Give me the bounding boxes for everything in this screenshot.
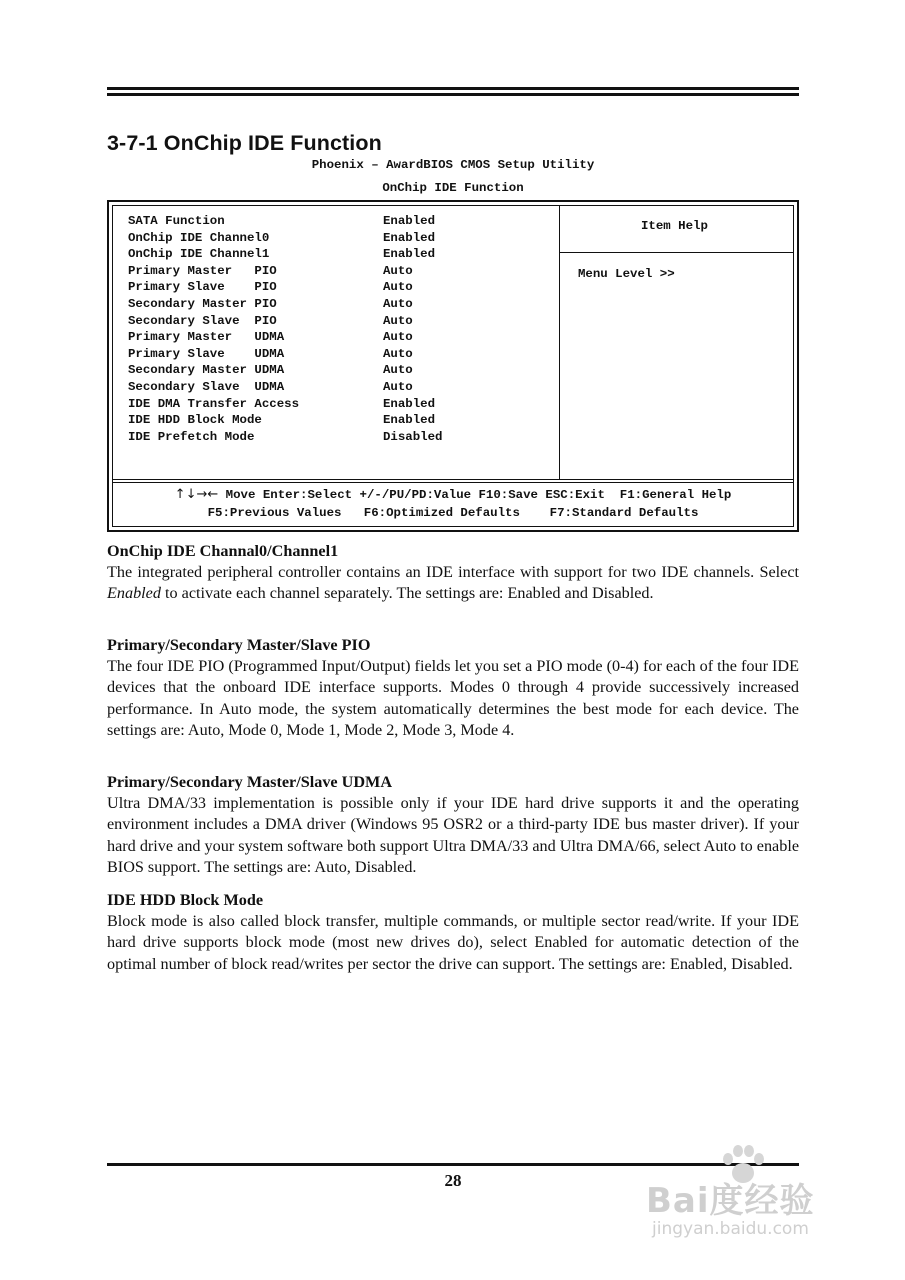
section-channel: [107, 541, 799, 605]
setting-value[interactable]: Enabled: [383, 214, 436, 228]
footer-line1-text: Move Enter:Select +/-/PU/PD:Value F10:Save ESC:Exit F1:General Help: [218, 488, 732, 502]
setting-label: Secondary Master UDMA: [128, 363, 285, 378]
setting-value[interactable]: Auto: [383, 263, 413, 278]
setting-value[interactable]: Auto: [383, 330, 413, 345]
baidu-watermark: [640, 1145, 860, 1245]
section-pio: [107, 635, 799, 741]
setting-value[interactable]: Disabled: [383, 429, 443, 444]
setting-label: Primary Master UDMA: [128, 330, 285, 345]
setting-value[interactable]: Enabled: [383, 413, 436, 428]
bios-screen-subtitle: OnChip IDE Function: [382, 181, 524, 195]
help-divider-vertical: [559, 206, 560, 479]
subheading-udma: Primary/Secondary Master/Slave UDMA: [107, 773, 393, 791]
setting-value[interactable]: Enabled: [383, 396, 436, 411]
setting-label: Secondary Master PIO: [128, 296, 277, 311]
setting-label: Primary Master PIO: [128, 263, 277, 278]
subheading-block-mode: IDE HDD Block Mode: [107, 891, 264, 909]
setting-label: IDE HDD Block Mode: [128, 413, 262, 428]
setting-value[interactable]: Auto: [383, 280, 413, 295]
paragraph-udma: Ultra DMA/33 implementation is possible only if your IDE hard drive supports it and the operating environment includes a DMA driver (Windows 95 OSR2 or a third-party IDE bus master driver). If your hard drive and your system software both support Ultra DMA/33 and Ultra DMA/66, select Auto to enable BIOS support. The settings are: Auto, Disabled.: [107, 794, 799, 876]
setting-value[interactable]: Auto: [383, 363, 413, 378]
help-divider-horizontal: [559, 252, 793, 253]
setting-value[interactable]: Auto: [383, 379, 413, 394]
page-number: 28: [444, 1171, 462, 1190]
paragraph-block-mode: Block mode is also called block transfer, multiple commands, or multiple sector read/write. If your IDE hard drive supports block mode (most new drives do), select Enabled for automatic detection of the optimal number of block read/writes per sector the drive can support. The settings are: Enabled, Disabled.: [107, 912, 799, 973]
footer-divider-upper: [113, 479, 793, 480]
setting-label: OnChip IDE Channel0: [128, 230, 270, 245]
setting-value[interactable]: Auto: [383, 313, 413, 328]
setting-label: SATA Function: [128, 214, 225, 228]
section-block-mode: [107, 890, 799, 975]
setting-label: Secondary Slave PIO: [128, 313, 277, 328]
watermark-logo-text: Bai度经验: [646, 1181, 815, 1221]
setting-label: Primary Slave UDMA: [128, 346, 285, 361]
paragraph-channel-emphasis: Enabled: [107, 584, 161, 603]
setting-label: IDE DMA Transfer Access: [128, 396, 300, 411]
footer-divider-lower: [113, 482, 793, 483]
setting-value[interactable]: Enabled: [383, 230, 436, 245]
setting-label: Secondary Slave UDMA: [128, 379, 285, 394]
paragraph-channel: [107, 562, 799, 604]
setting-value[interactable]: Enabled: [383, 247, 436, 262]
setting-value[interactable]: Auto: [383, 296, 413, 311]
bios-utility-title: Phoenix – AwardBIOS CMOS Setup Utility: [311, 158, 595, 172]
paragraph-pio: The four IDE PIO (Programmed Input/Output) fields let you set a PIO mode (0-4) for each of the four IDE devices that the onboard IDE interface supports. Modes 0 through 4 provide successively increased performance. In Auto mode, the system automatically determines the best mode for each device. The settings are: Auto, Mode 0, Mode 1, Mode 2, Mode 3, Mode 4.: [107, 657, 799, 739]
watermark-url: jingyan.baidu.com: [652, 1219, 809, 1239]
bios-footer-keys-line1: [110, 487, 796, 502]
setting-value[interactable]: Auto: [383, 346, 413, 361]
subheading-channel: OnChip IDE Channal0/Channel1: [107, 542, 339, 560]
setting-label: IDE Prefetch Mode: [128, 429, 255, 444]
paragraph-channel-part2: to activate each channel separately. The settings are: Enabled and Disabled.: [160, 584, 654, 603]
top-rule-lower: [107, 93, 799, 96]
item-help-header: Item Help: [641, 219, 708, 233]
top-rule-upper: [107, 87, 799, 90]
menu-level-text: Menu Level >>: [578, 267, 675, 281]
subheading-pio: Primary/Secondary Master/Slave PIO: [107, 636, 371, 654]
setting-label: Primary Slave PIO: [128, 280, 277, 295]
arrow-keys-icon: ↑↓→←: [174, 487, 219, 502]
section-heading: 3-7-1 OnChip IDE Function: [107, 131, 382, 155]
section-udma: [107, 772, 799, 878]
paragraph-channel-part1: The integrated peripheral controller contains an IDE interface with support for two IDE channels. Select: [107, 563, 799, 582]
bios-footer-keys-line2: F5:Previous Values F6:Optimized Defaults F7:Standard Defaults: [207, 506, 699, 520]
setting-label: OnChip IDE Channel1: [128, 247, 270, 262]
